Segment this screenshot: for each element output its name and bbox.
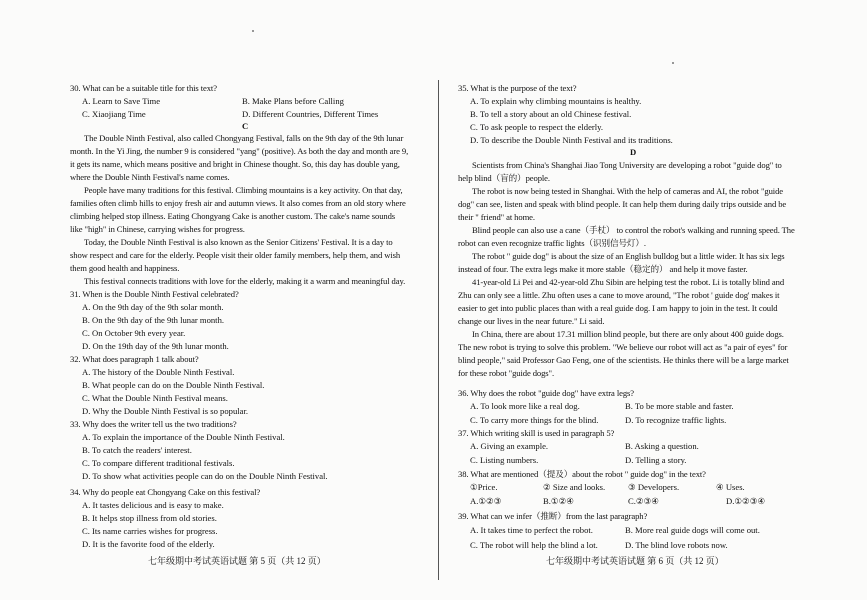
- passage-d-line: dog" can see, listen and speak with blind people. It can help them during daily trips outside and be: [458, 199, 787, 209]
- q32-option-a: A. The history of the Double Ninth Festival.: [82, 367, 235, 377]
- passage-c-line: where the Double Ninth Festival's name comes.: [70, 172, 230, 182]
- passage-d-line: In China, there are about 17.31 million blind people, but there are only about 400 guide dogs.: [472, 329, 784, 339]
- passage-d-line: The robot is now being tested in Shanghai. With the help of cameras and AI, the robot "guide: [472, 186, 783, 196]
- q35-option-b: B. To tell a story about an old Chinese festival.: [470, 109, 632, 119]
- q39-option-c: C. The robot will help the blind a lot.: [470, 540, 598, 550]
- question-32: 32. What does paragraph 1 talk about?: [70, 354, 199, 364]
- passage-d-line: The new robot is trying to solve this problem. "We believe our robot will act as "a pair of eyes" for: [458, 342, 788, 352]
- passage-d-line: Zhu can only see a little. Zhu often uses a cane to move around, "The robot ' guide dog' makes it: [458, 290, 780, 300]
- passage-d-line: change our lives in the near future." Li said.: [458, 316, 605, 326]
- q35-option-c: C. To ask people to respect the elderly.: [470, 122, 604, 132]
- q36-option-b: B. To be more stable and faster.: [625, 401, 734, 411]
- q30-option-b: B. Make Plans before Calling: [242, 96, 344, 106]
- passage-d-line: Scientists from China's Shanghai Jiao Tong University are developing a robot "guide dog" to: [472, 160, 782, 170]
- question-37: 37. Which writing skill is used in paragraph 5?: [458, 428, 615, 438]
- q37-option-b: B. Asking a question.: [625, 441, 699, 451]
- passage-c-line: it gets its name, which means positive and bright in Chinese thought. So, this day has double yang,: [70, 159, 400, 169]
- q31-option-d: D. On the 19th day of the 9th lunar month.: [82, 341, 229, 351]
- q34-option-d: D. It is the favorite food of the elderly.: [82, 539, 215, 549]
- passage-c-line: them good health and happiness.: [70, 263, 180, 273]
- passage-d-line: for these robot "guide dogs".: [458, 368, 555, 378]
- passage-c-line: families often climb hills to enjoy fresh air and autumn views. It also comes from an old story where: [70, 198, 406, 208]
- passage-c-line: People have many traditions for this festival. Climbing mountains is a key activity. On that day,: [84, 185, 403, 195]
- q30-option-a: A. Learn to Save Time: [82, 96, 161, 106]
- question-34: 34. Why do people eat Chongyang Cake on this festival?: [70, 487, 261, 497]
- question-35: 35. What is the purpose of the text?: [458, 83, 577, 93]
- q33-option-d: D. To show what activities people can do on the Double Ninth Festival.: [82, 471, 328, 481]
- q39-option-a: A. It takes time to perfect the robot.: [470, 525, 593, 535]
- question-36: 36. Why does the robot "guide dog" have extra legs?: [458, 388, 634, 398]
- q37-option-a: A. Giving an example.: [470, 441, 549, 451]
- scan-speck: [672, 62, 674, 64]
- q30-option-c: C. Xiaojiang Time: [82, 109, 146, 119]
- page-footer: 七年级期中考试英语试题 第 5 页（共 12 页）: [148, 556, 326, 566]
- question-39: 39. What can we infer（推断）from the last paragraph?: [458, 511, 648, 521]
- q33-option-b: B. To catch the readers' interest.: [82, 445, 192, 455]
- q33-option-c: C. To compare different traditional festivals.: [82, 458, 235, 468]
- q38-item-2: ② Size and looks.: [543, 482, 606, 492]
- question-31: 31. When is the Double Ninth Festival celebrated?: [70, 289, 239, 299]
- passage-d-line: blind people," said Professor Gao Feng, one of the scientists. He thinks there will be a large market: [458, 355, 789, 365]
- passage-d-line: 41-year-old Li Pei and 42-year-old Zhu Sibin are helping test the robot. Li is totally blind and: [472, 277, 785, 287]
- q38-option-a: A.①②③: [470, 496, 502, 506]
- question-38: 38. What are mentioned（提及）about the robot " guide dog" in the text?: [458, 469, 706, 479]
- q32-option-d: D. Why the Double Ninth Festival is so popular.: [82, 406, 248, 416]
- q38-item-3: ③ Developers.: [628, 482, 680, 492]
- q31-option-a: A. On the 9th day of the 9th solar month.: [82, 302, 224, 312]
- q38-option-c: C.②③④: [628, 496, 659, 506]
- passage-d-line: their " friend" at home.: [458, 212, 535, 222]
- q38-option-d: D.①②③④: [726, 496, 766, 506]
- q30-option-d: D. Different Countries, Different Times: [242, 109, 379, 119]
- question-33: 33. Why does the writer tell us the two traditions?: [70, 419, 237, 429]
- q32-option-c: C. What the Double Ninth Festival means.: [82, 393, 228, 403]
- q39-option-d: D. The blind love robots now.: [625, 540, 728, 550]
- page-footer: 七年级期中考试英语试题 第 6 页（共 12 页）: [546, 556, 724, 566]
- question-30: 30. What can be a suitable title for this text?: [70, 83, 217, 93]
- q39-option-b: B. More real guide dogs will come out.: [625, 525, 760, 535]
- q38-option-b: B.①②④: [543, 496, 574, 506]
- page-divider: [438, 80, 439, 580]
- q32-option-b: B. What people can do on the Double Ninth Festival.: [82, 380, 265, 390]
- q31-option-c: C. On October 9th every year.: [82, 328, 186, 338]
- q38-item-1: ①Price.: [470, 482, 498, 492]
- q37-option-d: D. Telling a story.: [625, 455, 687, 465]
- passage-c-line: show respect and care for the elderly. People visit their older family members, help them, and wish: [70, 250, 401, 260]
- q37-option-c: C. Listing numbers.: [470, 455, 539, 465]
- q31-option-b: B. On the 9th day of the 9th lunar month.: [82, 315, 225, 325]
- passage-c-line: like "high" in Chinese, carrying wishes for progress.: [70, 224, 245, 234]
- q35-option-d: D. To describe the Double Ninth Festival and its traditions.: [470, 135, 673, 145]
- exam-page-right: [458, 0, 808, 600]
- q36-option-c: C. To carry more things for the blind.: [470, 415, 599, 425]
- passage-d-line: instead of four. The extra legs make it more stable（稳定的） and help it move faster.: [458, 264, 748, 274]
- section-c-heading: C: [241, 121, 249, 131]
- q34-option-b: B. It helps stop illness from old stories.: [82, 513, 217, 523]
- passage-c-line: Today, the Double Ninth Festival is also known as the Senior Citizens' Festival. It is a day to: [84, 237, 393, 247]
- passage-d-line: Blind people can also use a cane（手杖） to control the robot's walking and running speed. The: [472, 225, 795, 235]
- passage-d-line: robot can even recognize traffic lights（识别信号灯）.: [458, 238, 646, 248]
- passage-d-line: easier to get into public places than with a real guide dog. I am happy to join in the test. It could: [458, 303, 778, 313]
- passage-c-line: The Double Ninth Festival, also called Chongyang Festival, falls on the 9th day of the 9th lunar: [84, 133, 404, 143]
- q36-option-d: D. To recognize traffic lights.: [625, 415, 727, 425]
- passage-c-line: month. In the Yi Jing, the number 9 is considered "yang" (positive). As both the day and month are 9,: [70, 146, 409, 156]
- q34-option-a: A. It tastes delicious and is easy to make.: [82, 500, 224, 510]
- passage-c-line: This festival connects traditions with love for the elderly, making it a warm and meaningful day.: [84, 276, 406, 286]
- q35-option-a: A. To explain why climbing mountains is healthy.: [470, 96, 642, 106]
- passage-c-line: climbing helped stop illness. Eating Chongyang Cake is another custom. The cake's name sounds: [70, 211, 396, 221]
- scan-speck: [252, 30, 254, 32]
- section-d-heading: D: [629, 147, 637, 157]
- q33-option-a: A. To explain the importance of the Double Ninth Festival.: [82, 432, 285, 442]
- q38-item-4: ④ Uses.: [716, 482, 745, 492]
- passage-d-line: help blind（盲的）people.: [458, 173, 550, 183]
- exam-page-left: [70, 0, 420, 600]
- q34-option-c: C. Its name carries wishes for progress.: [82, 526, 218, 536]
- passage-d-line: The robot " guide dog" is about the size of an English bulldog but a little wider. It has six legs: [472, 251, 785, 261]
- q36-option-a: A. To look more like a real dog.: [470, 401, 580, 411]
